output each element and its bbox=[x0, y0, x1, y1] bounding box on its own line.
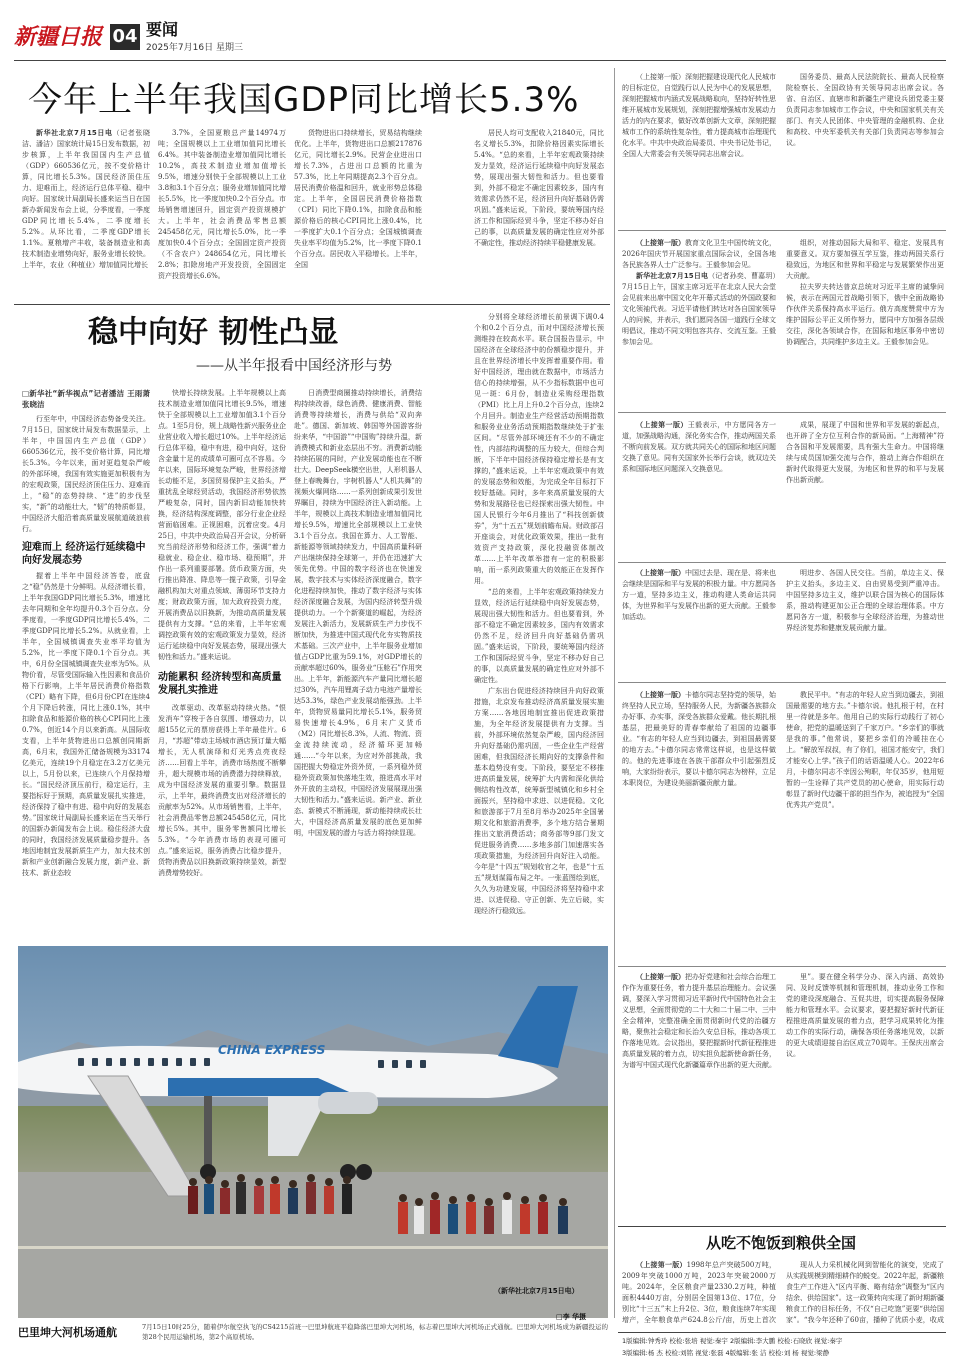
rule-grain-top bbox=[618, 1226, 946, 1227]
news-col-a4 bbox=[622, 420, 776, 556]
gdp-headline: 今年上半年我国GDP同比增长5.3% bbox=[28, 80, 580, 120]
news-col-b5 bbox=[786, 568, 944, 674]
news-a-2-lead: （上接第一版） bbox=[636, 239, 685, 247]
gdp-col-1-text: （记者张晓洁、潘洁）国家统计局15日发布数据，初步核算，上半年我国国内生产总值（GDP）660536亿元，按不变价格计算，同比增长5.3%。国民经济顶住压力、迎难而上，经济运行总体平稳、稳中向好。国家统计局副局长盛来运当日在国新办新闻发布会上说，分季度看，一季度GDP同比增长5.4%，二季度增长5.2%。从环比看，二季度GDP增长1.1%。夏粮增产丰收，装备制造业和高技术制造业增势向好，服务业增长较快。上半年，农业（种植业）增加值同比增长 bbox=[22, 129, 150, 269]
news-col-a bbox=[622, 72, 776, 222]
news-col-b7 bbox=[786, 972, 944, 1216]
news-b-3: 拉夫罗夫转达普京总统对习近平主席的诚挚问候，表示在两国元首战略引领下，俄中全面战略协作伙伴关系保持高水平运行。俄方高度赞赏中方为维护国际公平正义所作努力，愿同中方加强各层级交往，深化各领域合作，在国际和地区事务中密切协调配合，共同维护多边主义。王毅参加会见。 bbox=[786, 283, 944, 346]
grain-lead: （上接第一版） bbox=[636, 1261, 687, 1269]
news-a-3-lead: 新华社北京7月15日电 bbox=[636, 272, 709, 280]
airport-photo bbox=[18, 946, 608, 1318]
masthead-rule bbox=[14, 60, 946, 61]
news-b-7: 里”。要在健全科学分办、深入内涵、高效协同、及时反馈等机制和管理机制，推动业务工作和党的建设深度融合、互促共进，切实提高服务保障能力和管理水平。会议要求，要把握好新时代新征程推进高质量发展的着力点，把学习成果转化为推动工作的实际行动，确保各项任务落地见效，以新的更大成绩迎接自治区成立70周年。王保庆出席会议。 bbox=[786, 973, 944, 1058]
news-col-b bbox=[786, 72, 944, 222]
main-subtitle: ——从半年报看中国经济形与势 bbox=[196, 358, 392, 374]
rule-r1 bbox=[618, 230, 946, 231]
credit-visual-1: 视觉:秦宇 bbox=[699, 1337, 728, 1345]
grain-headline: 从吃不饱饭到粮供全国 bbox=[706, 1234, 857, 1252]
credit-proof-1: 校检:张培 bbox=[669, 1337, 698, 1345]
news-col-b4 bbox=[786, 420, 944, 556]
news-b-5: 明进步、各国人民交往。当前，单边主义、保护主义抬头，多边主义、自由贸易受到严重冲击。中国坚持多边主义，维护以联合国为核心的国际体系，推动构建更加公正合理的全球治理体系。中方愿同各方一道，积极参与全球经济治理，为推动世界经济复苏和健康发展贡献力量。 bbox=[786, 569, 944, 632]
credits-line-2 bbox=[622, 1348, 946, 1358]
main-col-4-text: 分别将全球经济增长前景调下调0.4个和0.2个百分点，而对中国经济增长预测维持在较高水平。联合国报告显示，中国经济在全球经济中的份额稳步提升，并且在世界经济增长中发挥着重要作用。看好中国经济，理由就在数据中，市场活力信心的持续增强，从不少指标数据中也可见一斑：6月份，制造业采购经理指数（PMI）比上月上升0.2个百分点，连续2个月回升。制造业生产经营活动预期指数和服务业业务活动预期指数继续处于扩张区间。“尽管外部环境还有不少的不确定性，内部结构调整的压力较大，但综合判断，下半年中国经济保持稳定增长是有支撑的，”盛来运说，上半年宏观政策中有效的发展态势和效能，为完成全年目标打下较好基础。同时，多年来高质量发展的大势和发展路径也已经探索出强大韧性。中国人民银行今年6月推出了“科技创新债券”，为“十五五”规划前瞻布局。财政部召开座谈会，对优化政策效果，推出一批有效资产支持政策，深化投融资体制改革……上半年改革举措有一定的积极影响，而一系列政策重大的效能正在发挥作用。 bbox=[474, 313, 604, 585]
grain-col-1 bbox=[622, 1260, 776, 1326]
tarmac-line bbox=[18, 1246, 608, 1249]
news-a-4-lead: （上接第一版） bbox=[636, 421, 688, 429]
gdp-col-3 bbox=[294, 128, 422, 290]
gdp-col-4 bbox=[474, 128, 604, 290]
rule-r2 bbox=[618, 412, 946, 413]
news-b-6: 教民平中。“有志的年轻人应当到边疆去，到祖国最需要的地方去。”卡德尔说。他扎根于村，在村里一待就是多年。他用自己的实际行动践行了初心使命，把党的温暖送到了千家万户。“乡亲们的事就是我的事。”他常说，要把乡亲们的冷暖挂在心上。“解放军叔叔，有了你们，祖国才能安宁，我们才能安心上学。”孩子们的话语温暖人心。2022年6月，卡德尔同志不幸因公殉职，年仅35岁，他用短暂的一生诠释了共产党员的初心使命，用实际行动彰显了新时代边疆干部的担当作为，被追授为“全国优秀共产党员”。 bbox=[786, 691, 944, 809]
credit-editor-4: 4版编辑:张 洁 bbox=[725, 1349, 767, 1357]
photo-caption bbox=[142, 1322, 608, 1356]
plane-livery: CHINA EXPRESS bbox=[218, 1043, 326, 1057]
photo-headline: 巴里坤大河机场通航 bbox=[18, 1326, 117, 1339]
gdp-dateline: 新华社北京7月15日电 bbox=[36, 129, 113, 137]
gdp-col-3-text: 货物进出口持续增长，贸易结构继续优化。上半年，货物进出口总额217876亿元，同比增长2.9%。民营企业进出口增长7.3%，占进出口总额的比重为57.3%，比上年同期提高2.3个百分点。居民消费价格温和回升，就业形势总体稳定。上半年，全国居民消费价格指数（CPI）同比下降0.1%，扣除食品和能源价格后的核心CPI同比上涨0.4%，比一季度扩大0.1个百分点；全国城镇调查失业率平均值为5.2%，比一季度下降0.1个百分点。居民收入平稳增长。上半年，全国 bbox=[294, 129, 422, 269]
credit-proof-2: 校检:石晓欣 bbox=[777, 1337, 813, 1345]
credits-line-1 bbox=[622, 1336, 946, 1346]
credit-proof-3: 校检:刘铭 bbox=[664, 1349, 694, 1357]
news-col-a2 bbox=[622, 238, 776, 380]
news-a-2: 教育文化卫生中国传统文化，2026年国庆节开展国家重点国际会议，全国各地各民族各界人士广泛参与。王毅参加会见。 bbox=[622, 239, 776, 269]
credit-visual-3: 视觉:张磊 bbox=[695, 1349, 724, 1357]
news-a-6: 卡德尔同志坚持党的领导，始终坚持人民立场，坚持服务人民，为新疆各族群众办好事、办实事，深受各族群众爱戴。他长期扎根基层，把最美好的青春奉献给了祖国的边疆事业。“有志的年轻人应当到边疆去，到祖国最需要的地方去。”卡德尔同志常常这样说，也是这样做的。他的先进事迹在各族干部群众中引起强烈反响，大家纷纷表示，要以卡德尔同志为榜样，立足本职岗位，为建设美丽新疆贡献力量。 bbox=[622, 691, 776, 787]
credit-visual-2: 视觉:秦宇 bbox=[814, 1337, 843, 1345]
main-intro-text: 行至年中，中国经济态势备受关注。7月15日，国家统计局发布数据显示，上半年，中国国内生产总值（GDP）660536亿元，按不变价格计算，同比增长5.3%。今年以来，面对更趋复杂严峻的外部环境，我国有效实施更加积极有为的宏观政策，国民经济顶住压力、迎难而上，“稳”的态势持续、“进”的步伐坚实，“新”的动能壮大，“韧”的特质彰显，中国经济大船沿着高质量发展航道破浪前行。 bbox=[22, 415, 150, 533]
main-headline: 稳中向好 韧性凸显 bbox=[88, 315, 339, 350]
news-a-1: （上接第一版）深刻把握建设现代化人民城市的目标定位，自觉践行以人民为中心的发展思想，深刻把握城市内涵式发展战略取向，坚持好转性思维开展城市发展规划，深刻把握增强城市发展动力活力的内在要求，做好改革创新大文章，深刻把握城市工作的系统性复杂性，着力提高城市治理现代化水平。中共中央政治局委员、中央书记处书记，全国人大常委会有关领导同志出席会议。 bbox=[622, 73, 776, 158]
page-number-badge: 04 bbox=[110, 24, 140, 50]
gdp-col-1 bbox=[22, 128, 150, 290]
rule-r4 bbox=[618, 682, 946, 683]
news-a-3: （记者孙奕、曹嘉玥）7月15日上午，国家主席习近平在北京人民大会堂会见前来出席中国文化年开幕式活动的外国政要和文化领袖代表。习近平请他们转达对各自国家领导人的问候，并表示，我们愿同各国一道践行全球文明倡议，推动不同文明包容共存、交流互鉴。王毅参加会见。 bbox=[622, 272, 776, 346]
main-footer: （新华社北京7月15日电） bbox=[494, 1287, 579, 1295]
right-column-divider bbox=[614, 68, 615, 1318]
main-col-2b-text: 改革驱动、改革驱动持续火热。“恨发消车”穿梭于各自氛围、增强动力，以超155亿元的票房获得上半年最佳片。6月，“苏超”带动主场城市酒店预订量大幅增长，无人机演绎和灯光秀点亮夜经济……回看上半年，消费市场热度不断攀升，超大规模市场的消费潜力持续释放，成为中国经济发展的重要引擎。数据显示，上半年，最终消费支出对经济增长的贡献率为52%。从市场销售看，上半年，社会消费品零售总额245458亿元，同比增长5%。其中，服务零售额同比增长5.3%。“今年消费市场的表现可圈可点。”盛来运说，服务消费占比稳步提升，货物消费品以旧换新政策持续显效，新型消费增势较好。 bbox=[158, 704, 286, 877]
grain-col-2 bbox=[786, 1260, 944, 1326]
news-b-1: 国务委员、最高人民法院院长、最高人民检察院检察长、全国政协有关领导同志出席会议。各省、自治区、直辖市和新疆生产建设兵团党委主要负责同志参加城市工作会议，中央和国家机关有关部门、有关人民团体、中央管理的金融机构、企业和高校、中央军委机关有关部门负责同志等参加会议。 bbox=[786, 73, 944, 147]
credit-proof-4: 校检:刘 杨 bbox=[768, 1349, 799, 1357]
news-col-b2 bbox=[786, 238, 944, 380]
credits-rule bbox=[618, 1332, 946, 1333]
credit-visual-4: 视觉:梁静 bbox=[800, 1349, 830, 1357]
gdp-bottom-rule bbox=[14, 304, 610, 305]
news-col-b6 bbox=[786, 690, 944, 960]
news-a-5-lead: （上接第一版） bbox=[636, 569, 685, 577]
issue-date: 2025年7月16日 星期三 bbox=[146, 43, 243, 53]
section-title: 要闻 bbox=[146, 20, 179, 39]
airport-photo-scene bbox=[18, 946, 608, 1318]
credit-editor-2: 2版编辑:李大鹏 bbox=[729, 1337, 776, 1345]
subhead-1: 迎难而上 经济运行延续稳中向好发展态势 bbox=[22, 542, 146, 566]
news-a-6-lead: （上接第一版） bbox=[636, 691, 685, 699]
main-col-3-text: 日消费型商圈推动持续增长，消费结构持续改善，绿色消费、健康消费、智能消费等持续增长，消费与供给“双向奔赴”。德国、新加坡、韩国等外国游客纷纷来华，“中国游”“中国购”持续升温，新消费模式和新业态层出不穷。消费新动能持续拓展的同时，产业发展动能也在不断壮大。DeepSeek横空出世，人形机器人登上春晚舞台，宇树机器人“人机共舞”的视频火爆网络……一系列创新成果引发世界瞩目，持续为中国经济注入新动能。上半年，规模以上高技术制造业增加值同比增长9.5%，增速比全部规模以上工业快3.1个百分点。我国在算力、人工智能、新能源等领域持续发力，中国高质量科研产出继续保持全球第一，并仍在迅速扩大领先优势。中国的数字经济也在快速发展，数字技术与实体经济深度融合，数字化进程持续加快，推动了数字经济与实体经济深度融合发展，为国内经济转型升级提供动力。一个个新赛道的崛起，为经济发展注入新活力，发展新质生产力步伐不断加快，为推进中国式现代化夯实物质技术基础。三次产业中，上半年服务业增加值占GDP比重为59.1%，对GDP增长的贡献率超过60%，服务业“压舱石”作用突出。上半年，新能源汽车产量同比增长超过30%，汽车用锂离子动力电池产量增长达53.3%，绿色产业发展动能强劲。上半年，货物贸易量同比增长5.1%，服务贸易快速增长4.9%，6月末广义货币（M2）同比增长8.3%，人流、物流、资金流持续流动，经济循环更加畅通……“今年以来，为应对外部挑战，我国把握大势稳定外资外贸，一系列稳外贸稳外资政策加快落地生效，推进高水平对外开放的主动权，中国经济发展展现出强大韧性和活力。”盛来运说。新产业、新业态、新模式不断涌现，新动能持续成长壮大，中国经济高质量发展的底色更加鲜明，中国发展的潜力与活力将持续显现。 bbox=[294, 389, 422, 837]
news-b-4: 成果，展现了中国和世界和平发展的新起点，也开辟了全方位互利合作的新局面。“上海精神”符合各国和平发展需要，具有强大生命力。中国将继续与成员国加强交流与合作，推动上海合作组织在新时代取得更大发展，为地区和世界的和平与发展作出新贡献。 bbox=[786, 421, 944, 484]
subhead-2: 动能累积 经济转型和高质量发展扎实推进 bbox=[158, 672, 282, 696]
news-a-4: 王毅表示，中方愿同各方一道，加强战略沟通，深化务实合作，推动两国关系不断向前发展。双方就共同关心的国际和地区问题交换了意见。同有关国家外长举行会谈，就双边关系和国际地区问题深入交换意见。 bbox=[622, 421, 776, 473]
main-col-5b-text: 广东出台促进经济持续回升向好政策措施，北京发布推动经济高质量发展实施方案……各地因地制宜推出促进政策措施，为全年经济发展提供有力支撑。当前，外部环境依然复杂严峻，国内经济回升向好基础仍需巩固，一些企业生产经营困难，但我国经济长期向好的支撑条件和基本趋势没有变。下阶段，要坚定不移推进高质量发展，统筹扩大内需和深化供给侧结构性改革，统筹新型城镇化和乡村全面振兴，坚持稳中求进、以进促稳。文化和旅游部于7月至8月举办2025年全国暑期文化和旅游消费季，多个地方结合暑期推出文旅消费活动；商务部等9部门发文促进服务消费……多地多部门加速落实各项政策措施，为经济回升向好注入动能。今年是“十四五”规划收官之年，也是“十五五”规划谋篇布局之年。一张蓝图绘到底，久久为功建发展，中国经济将坚持稳中求进、以进促稳、守正创新、先立后破，实现经济行稳致远。 bbox=[474, 687, 604, 915]
news-col-a5 bbox=[622, 568, 776, 674]
photo-credit: □李 华摄 bbox=[556, 1313, 587, 1321]
news-a-5: 中国过去是、现在是、将来也会继续是国际和平与发展的积极力量。中方愿同各方一道，坚持多边主义，推动构建人类命运共同体，为世界和平与发展作出新的更大贡献。王毅参加活动。 bbox=[622, 569, 776, 621]
news-a-7-lead: （上接第一版） bbox=[636, 973, 685, 981]
credit-editor-1: 1版编辑:钟秀玲 bbox=[622, 1337, 668, 1345]
gdp-col-2 bbox=[158, 128, 286, 290]
masthead bbox=[14, 20, 946, 64]
photo-caption-text: 7月15日10时25分，随着伊尔航空执飞的CS4215首班一巴里坤航班平稳降落巴里坤大河机场，标志着巴里坤大河机场正式通航。巴里坤大河机场成为新疆投运的第28个民用运输机场，第2个高原机场。 bbox=[142, 1323, 608, 1341]
rule-r3 bbox=[618, 562, 946, 563]
main-col-2a-text: 快增长持续发展。上半年规模以上高技术制造业增加值同比增长9.5%，增速快于全部规模以上工业增加值3.1个百分点。1至5月份，规上战略性新兴服务业企业营业收入增长超过10%。上半年经济运行总体平稳，稳中有进，稳中向好，这份含金量十足的成绩单可圈可点不容易。今年以来，国际环境复杂严峻，世界经济增长动能不足，多国贸易保护主义抬头，严重扰乱全球经贸活动，我国经济形势依然严峻复杂，同时，国内新旧动能加快转换，经济结构深度调整，部分行业企业经营面临困难。正视困难，沉着应变。4月25日，中共中央政治局召开会议，分析研究当前经济形势和经济工作，强调“着力稳就业、稳企业、稳市场、稳预期”，并作出一系列重要部署。货币政策方面，央行推出降准、降息等一揽子政策，引导金融机构加大对重点领域、薄弱环节支持力度；财政政策方面，加大政府投资力度，开展消费品以旧换新，为推动高质量发展提供有力支撑。“总的来看，上半年宏观调控政策有效的宏观政策发力显效，经济运行延续稳中向好发展态势，展现出强大韧性和活力。”盛来运说。 bbox=[158, 389, 286, 661]
rule-r5 bbox=[618, 966, 946, 967]
main-col-5a-text: “总的来看，上半年宏观政策持续发力显效，经济运行延续稳中向好发展态势，展现出强大韧性和活力。但也要看到，外部不稳定不确定因素较多，国内有效需求仍然不足，经济回升向好基础仍需巩固。”盛来运说，下阶段，要统筹国内经济工作和国际经贸斗争，坚定不移办好自己的事，以高质量发展的确定性应对外部不确定性。 bbox=[474, 588, 604, 684]
main-byline: □新华社“新华视点”记者潘洁 王雨萧 张晓洁 bbox=[22, 389, 150, 409]
grain-col-2-text: 现从人力采机械化网到智能化的演变，完成了从实践规模到精细耕作的蜕变。2022年起，新疆粮食生产工作进入“区内平衡、略有结余”调整为“区内结余、供给国家”。这一政策转向实现了新时期新疆粮食工作的目标任务，不仅“自己吃饱”更要“供给国家”。“我今年还种了60亩，播种了优质小麦，收成 bbox=[786, 1261, 944, 1324]
news-col-a6 bbox=[622, 690, 776, 960]
main-col-1-text: 握着上半年中国经济答卷，底盘之“稳”仍然是十分鲜明。从经济增长看，上半年我国GDP同比增长5.3%，增速比去年同期和全年均提升0.3个百分点。分季度看，一季度GDP同比增长5.4%，二季度GDP同比增长5.2%。从就业看，上半年，全国城镇调查失业率平均值为5.2%，比一季度下降0.1个百分点。其中，6月份全国城镇调查失业率为5%。从物价看，尽管受国际输入性因素和食品价格下行影响，上半年居民消费价格指数（CPI）略有下降，但6月份CPI在连续4个月下降后转涨，同比上涨0.1%，其中扣除食品和能源价格的核心CPI同比上涨0.7%，创近14个月以来新高。从国际收支看，上半年货物进出口总额创同期新高，6月末，我国外汇储备规模为33174亿美元，连续19个月稳定在3.2万亿美元以上，5月份以来，已连续八个月保持增长。“国民经济顶压前行，稳定运行，主要指标好于预期，高质量发展扎实推进，经济保持了稳中有进、稳中向好的发展态势。”国家统计局副局长盛来运在当天举行的国新办新闻发布会上说。稳住经济大盘的同时，我国经济发展质量稳步提升。各地因地制宜发展新质生产力，加大技术创新和产业创新融合发展力度，新产业、新技术、新业态较 bbox=[22, 572, 150, 877]
news-col-a7 bbox=[622, 972, 776, 1216]
main-col-5-extra bbox=[474, 587, 604, 917]
news-a-7: 把办好党建和社会综合治理工作作为重要任务，着力提升基层治理能力。会议强调，要深入学习贯彻习近平新时代中国特色社会主义思想，全面贯彻党的二十大和二十届二中、三中全会精神，完整准确全面贯彻新时代党的治疆方略，聚焦社会稳定和长治久安总目标，推动各项工作落地见效。会议指出，要把握新时代新征程推进高质量发展的着力点，切实担负起新使命新任务，为谱写中国式现代化新疆篇章作出新的更大贡献。 bbox=[622, 973, 776, 1069]
credit-editor-3: 3版编辑:杨 杰 bbox=[622, 1349, 663, 1357]
gdp-col-4-text: 居民人均可支配收入21840元，同比名义增长5.3%，扣除价格因素实际增长5.4%。“总的来看，上半年宏观政策持续发力显效，经济运行延续稳中向好发展态势，展现出强大韧性和活力。但也要看到，外部不稳定不确定因素较多，国内有效需求仍然不足，经济回升向好基础仍需巩固。”盛来运说，下阶段，要统筹国内经济工作和国际经贸斗争，坚定不移办好自己的事，以高质量发展的确定性应对外部不确定性，推动经济持续平稳健康发展。 bbox=[474, 129, 604, 247]
paper-logo: 新疆日报 bbox=[14, 24, 103, 50]
news-b-2: 组织，对推动国际大局和平、稳定、发展具有重要意义。双方要加强互学互鉴，推动两国关系行稳致远，为地区和世界和平稳定与发展繁荣作出更大贡献。 bbox=[786, 239, 944, 280]
grain-col-1-text: 1998年总产突破500万吨，2009年突破1000万吨，2023年突破2000万吨。2024年，全区粮食产量2330.2万吨，种植面积4440万亩，分别居全国第13位、17位，分别比“十三五”末上升2位、3位，粮食连续7年实现增产，全年粮食单产624.8公斤/亩，历史上首次 bbox=[622, 1261, 776, 1324]
gdp-col-2-text: 3.7%，全国夏粮总产量14974万吨；全国规模以上工业增加值同比增长6.4%。其中装备制造业增加值同比增长10.2%，高技术制造业增加值增长9.5%，增速分别快于全部规模以上工业3.8和3.1个百分点；服务业增加值同比增长5.5%，比一季度加快0.2个百分点。市场销售增速回升，固定资产投资规模扩大。上半年，社会消费品零售总额245458亿元，同比增长5.0%，比一季度加快0.4个百分点；全国固定资产投资（不含农户）248654亿元，同比增长2.8%；扣除房地产开发投资，全国固定资产投资增长6.6%。 bbox=[158, 129, 286, 280]
